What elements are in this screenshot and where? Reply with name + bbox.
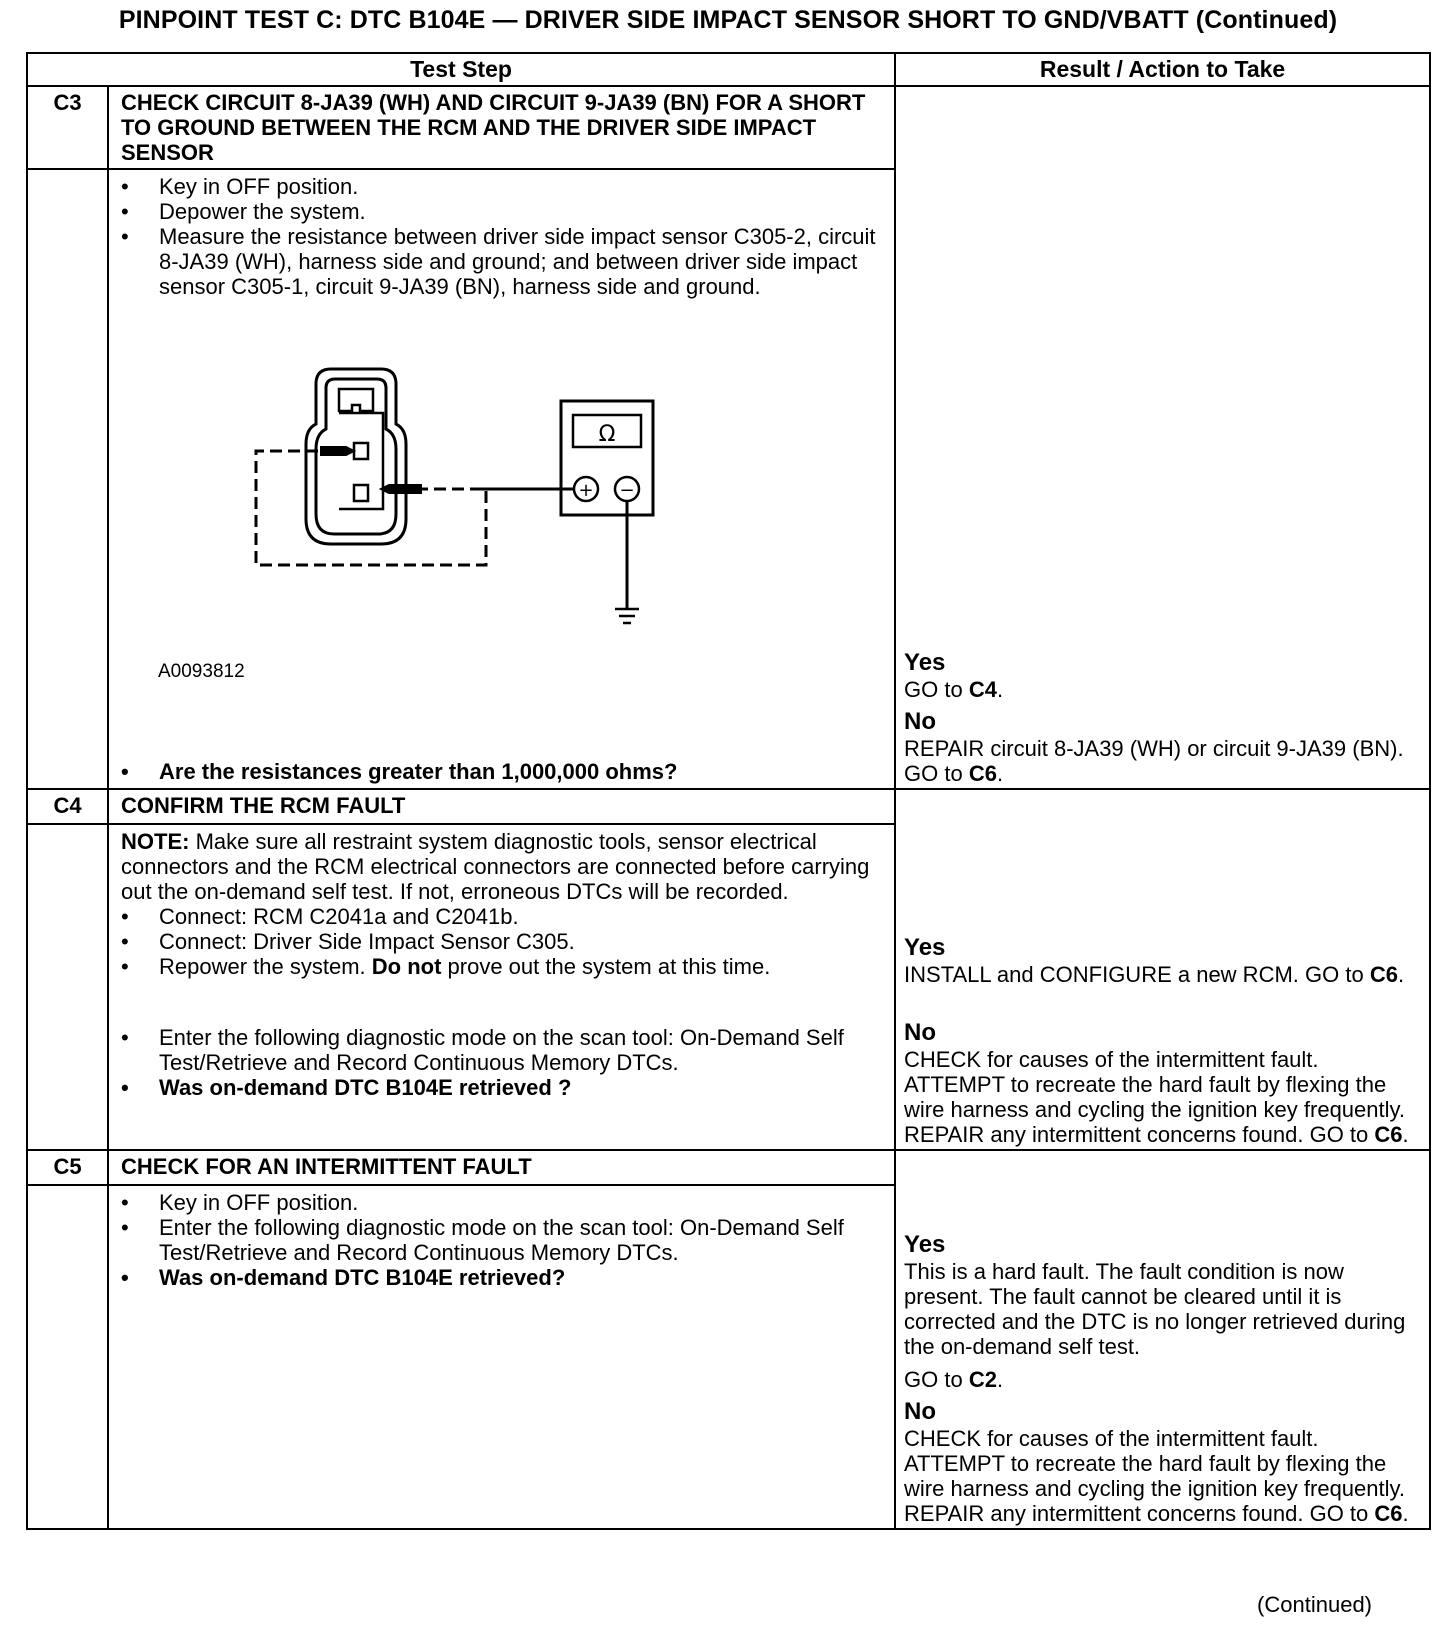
c5-no-action: CHECK for causes of the intermittent fault. ATTEMPT to recreate the hard fault by flexing the wire harness and cycling the ignition key frequently. REPAIR any intermittent concerns found. GO to C6. (904, 1426, 1409, 1526)
step-c5-title: CHECK FOR AN INTERMITTENT FAULT (108, 1150, 895, 1185)
c3-instruction-list (121, 174, 882, 299)
probe-tip-lower (381, 485, 421, 493)
minus-terminal-symbol: − (619, 480, 635, 501)
c4-note (121, 829, 882, 904)
step-c3-title: CHECK CIRCUIT 8-JA39 (WH) AND CIRCUIT 9-JA39 (BN) FOR A SHORT TO GROUND BETWEEN THE RCM AND THE DRIVER SIDE IMPACT SENSOR (108, 86, 895, 169)
list-item: • Key in OFF position. (121, 174, 882, 199)
figure-id: A0093812 (158, 661, 245, 682)
c4-no-goto: C6 (1374, 1122, 1403, 1147)
c3-yes-goto: C4 (968, 677, 997, 702)
c5-no-goto: C6 (1374, 1501, 1403, 1526)
c5-yes-goto: C2 (968, 1367, 997, 1392)
c5-yes-text: This is a hard fault. The fault condition is now present. The fault cannot be cleared until it is corrected and the DTC is no longer retrieved during the on-demand self test. (904, 1259, 1406, 1359)
c3-question-list (121, 759, 882, 784)
c4-yes-label: Yes (904, 934, 946, 961)
table-header-row (27, 53, 1430, 86)
step-c4-title: CONFIRM THE RCM FAULT (108, 789, 895, 824)
c5-no-text: CHECK for causes of the intermittent fault. ATTEMPT to recreate the hard fault by flexing the wire harness and cycling the ignition key frequently. REPAIR any intermittent concerns found. GO to (904, 1426, 1405, 1526)
c3-question: • Are the resistances greater than 1,000,000 ohms? (121, 759, 882, 784)
probe-tip-upper (321, 447, 354, 455)
list-item: • Measure the resistance between driver side impact sensor C305-2, circuit 8-JA39 (WH), harness side and ground; and between driver side impact sensor C305-1, circuit 9-JA39 (BN), harness side and ground. (121, 224, 882, 299)
c3-no-action: REPAIR circuit 8-JA39 (WH) or circuit 9-JA39 (BN). GO to C6. (904, 736, 1404, 786)
c4-repower-c: prove out the system at this time. (441, 954, 771, 979)
c4-repower-a: Repower the system. (159, 954, 372, 979)
page-title: PINPOINT TEST C: DTC B104E — DRIVER SIDE IMPACT SENSOR SHORT TO GND/VBATT (Continued) (118, 6, 1338, 34)
c4-repower-b: Do not (371, 954, 442, 979)
c3-yes-label: Yes (904, 649, 946, 676)
plus-terminal-symbol: + (578, 480, 594, 501)
step-c3-result (895, 86, 1430, 789)
c3-yes-text: GO to (904, 677, 969, 702)
step-c4-id: C4 (27, 789, 108, 824)
step-c5-body (108, 1185, 895, 1529)
list-item: • Enter the following diagnostic mode on the scan tool: On-Demand Self Test/Retrieve and Record Continuous Memory DTCs. (121, 1025, 882, 1075)
c4-yes-text: INSTALL and CONFIGURE a new RCM. GO to (904, 962, 1370, 987)
connector-housing-outline (306, 369, 406, 544)
c4-instruction-list (121, 904, 882, 1100)
c4-yes-action: INSTALL and CONFIGURE a new RCM. GO to C6. (904, 962, 1405, 987)
ohm-symbol: Ω (598, 422, 616, 447)
step-c3-body (108, 169, 895, 789)
connector-meter-illustration (121, 359, 681, 649)
list-item: • Key in OFF position. (121, 1190, 882, 1215)
c3-no-label: No (904, 708, 937, 735)
list-item (121, 954, 882, 979)
step-c4-title-row (27, 789, 1430, 824)
c4-no-action: CHECK for causes of the intermittent fault. ATTEMPT to recreate the hard fault by flexing the wire harness and cycling the ignition key frequently. REPAIR any intermittent concerns found. GO to C6. (904, 1047, 1409, 1147)
header-result-action: Result / Action to Take (895, 53, 1430, 86)
list-item: • Enter the following diagnostic mode on the scan tool: On-Demand Self Test/Retrieve and Record Continuous Memory DTCs. (121, 1215, 882, 1265)
c3-no-goto: C6 (968, 761, 997, 786)
step-c5-title-row (27, 1150, 1430, 1185)
c4-note-label: NOTE: (121, 829, 190, 854)
c4-no-label: No (904, 1019, 937, 1046)
step-c4-body (108, 824, 895, 1150)
c5-yes-action: GO to C2. (904, 1367, 1004, 1392)
resistance-test-diagram (121, 359, 882, 759)
c5-no-label: No (904, 1398, 937, 1425)
list-item: • Connect: RCM C2041a and C2041b. (121, 904, 882, 929)
c5-yes-goto-text: GO to (904, 1367, 969, 1392)
list-item: • Depower the system. (121, 199, 882, 224)
step-c5-id: C5 (27, 1150, 108, 1185)
c4-note-text: Make sure all restraint system diagnostic tools, sensor electrical connectors and the RCM electrical connectors are connected before carrying out the on-demand self test. If not, erroneous DTCs will be recorded. (121, 829, 870, 904)
c5-instruction-list (121, 1190, 882, 1290)
c3-yes-action: GO to C4. (904, 677, 1004, 702)
c5-question: • Was on-demand DTC B104E retrieved? (121, 1265, 882, 1290)
step-c3-id: C3 (27, 86, 108, 169)
continued-footer: (Continued) (1257, 1592, 1372, 1617)
step-c4-result (895, 789, 1430, 1150)
c4-question: • Was on-demand DTC B104E retrieved ? (121, 1075, 882, 1100)
step-c3-title-row (27, 86, 1430, 169)
list-item: • Connect: Driver Side Impact Sensor C305. (121, 929, 882, 954)
c4-no-text: CHECK for causes of the intermittent fault. ATTEMPT to recreate the hard fault by flexing the wire harness and cycling the ignition key frequently. REPAIR any intermittent concerns found. GO to (904, 1047, 1405, 1147)
step-c5-result (895, 1150, 1430, 1529)
c5-yes-label: Yes (904, 1231, 946, 1258)
c4-yes-goto: C6 (1369, 962, 1398, 987)
c3-no-text: REPAIR circuit 8-JA39 (WH) or circuit 9-JA39 (BN). GO to (904, 736, 1404, 786)
pinpoint-test-table (26, 52, 1431, 1530)
header-test-step: Test Step (27, 53, 895, 86)
